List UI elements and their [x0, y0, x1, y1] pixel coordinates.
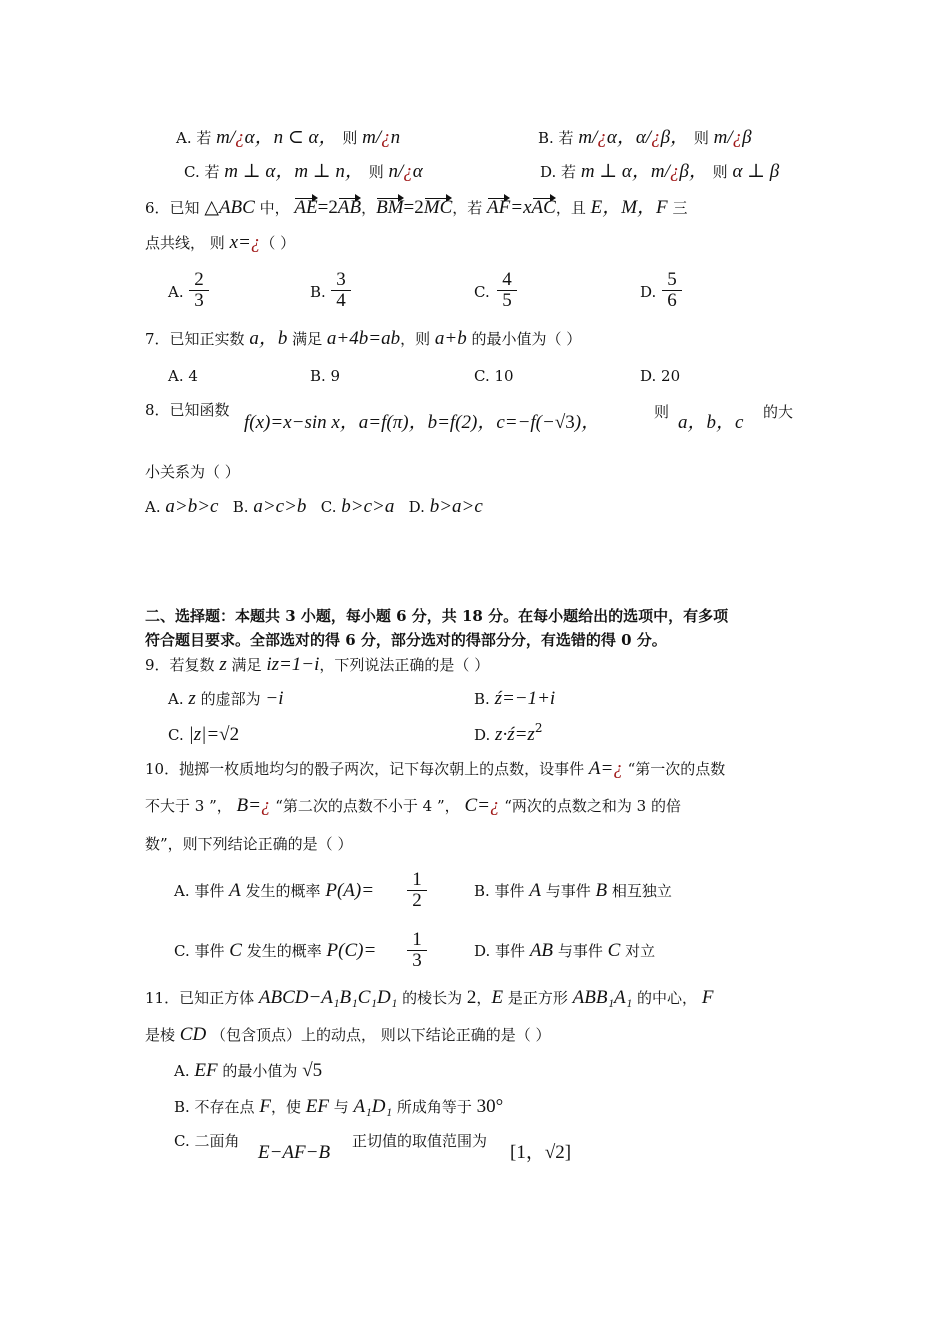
glyph-artifact: ¿	[613, 758, 623, 779]
option-label: D.	[408, 498, 425, 516]
q7-stem	[145, 329, 581, 349]
math: =2	[403, 197, 424, 218]
q11-option-c-text: 正切值的取值范围为	[352, 1132, 488, 1150]
glyph-artifact: ¿	[260, 795, 271, 816]
q5-option-d	[540, 162, 779, 182]
question-number: 6．已知	[145, 199, 200, 217]
math: m/	[216, 127, 236, 148]
math: 30°	[476, 1096, 504, 1117]
question-number: 11．已知正方体	[145, 989, 255, 1007]
math: P(A)=	[325, 880, 375, 901]
text: 是棱	[145, 1026, 176, 1044]
option-label: B. 事件	[474, 882, 525, 900]
numerator: 1	[407, 930, 427, 951]
option-label: B. 若	[538, 129, 574, 147]
math: β	[742, 127, 752, 148]
math: E	[491, 987, 504, 1008]
math: α	[412, 161, 423, 182]
glyph-artifact: ¿	[381, 127, 391, 148]
q9-option-d	[474, 721, 543, 746]
text: “两次的点数之和为 3 的倍	[504, 797, 681, 815]
triangle-symbol: △	[204, 197, 219, 218]
text: 所成角等于	[396, 1098, 472, 1116]
text: 点共线， 则	[145, 234, 225, 252]
vector-ab: AB	[337, 197, 362, 218]
math: m/	[713, 127, 733, 148]
math: F	[259, 1096, 271, 1117]
text: 中，	[259, 199, 290, 217]
math: a，b，c	[678, 412, 744, 433]
math: b>c>a	[341, 496, 395, 517]
text: ，若	[452, 199, 483, 217]
math: EF	[194, 1060, 218, 1081]
math: 2	[466, 987, 477, 1008]
q7-option-a: A. 4	[168, 367, 198, 385]
denominator: 6	[667, 290, 677, 311]
text: 发生的概率	[246, 942, 322, 960]
glyph-artifact: ¿	[403, 161, 413, 182]
q6-stem-line1	[145, 198, 687, 218]
q5-option-c	[184, 162, 423, 182]
question-number: 10．抛掷一枚质地均匀的骰子两次，记下每次朝上的点数，设事件	[145, 760, 585, 778]
q6-option-b-fraction	[331, 270, 351, 311]
option-label: B. 不存在点	[174, 1098, 255, 1116]
math: z	[188, 688, 196, 709]
text: “第一次的点数	[627, 760, 726, 778]
math: C	[229, 940, 242, 961]
option-label: C.	[168, 726, 184, 744]
q8-stem-prefix: 8．已知函数	[145, 401, 230, 419]
math: A=	[588, 758, 614, 779]
option-label: D.	[474, 726, 491, 744]
text: 对立	[625, 942, 656, 960]
text: “第二次的点数不小于 4 ”，	[275, 797, 460, 815]
math: m ⊥ α，m ⊥ n，	[224, 161, 364, 182]
q7-option-b: B. 9	[310, 367, 341, 385]
text: 与事件	[557, 942, 603, 960]
option-label: C.	[320, 498, 337, 516]
q8-stem-line2: 小关系为（ ）	[145, 463, 240, 481]
glyph-artifact: ¿	[489, 795, 500, 816]
math: C	[607, 940, 621, 961]
math: f(x)=x−sin x，a=f(π)，b=f(2)，c=−f(−	[244, 412, 555, 433]
text: 不大于 3 ”，	[145, 797, 232, 815]
math: CD	[179, 1024, 207, 1045]
text: 的虚部为	[200, 690, 261, 708]
glyph-artifact: ¿	[250, 232, 261, 253]
q10-option-d	[474, 941, 655, 961]
q10-option-c-fraction	[407, 930, 427, 971]
q9-option-a	[168, 689, 283, 709]
math: F	[701, 987, 714, 1008]
math: α，n ⊂ α，	[244, 127, 338, 148]
q11-option-a	[174, 1061, 322, 1081]
option-label: A. 事件	[174, 882, 225, 900]
option-label: A.	[145, 498, 161, 516]
math: a+b	[434, 328, 467, 349]
math: EF	[305, 1096, 329, 1117]
q10-stem-line1	[145, 759, 725, 779]
text: 则	[693, 129, 709, 147]
vector-mc: MC	[423, 197, 453, 218]
answer-paren: （ ）	[260, 234, 296, 252]
q10-option-c	[174, 941, 376, 961]
math: −i	[265, 688, 284, 709]
option-label: B.	[232, 498, 249, 516]
math: α ⊥ β	[732, 161, 780, 182]
text: 则	[712, 163, 728, 181]
q11-option-c-range	[510, 1143, 571, 1163]
math: iz=1−i	[266, 654, 320, 675]
denominator: 4	[336, 290, 346, 311]
math: )，	[574, 412, 601, 433]
text: ，	[476, 989, 492, 1007]
text: ，则	[400, 330, 431, 348]
math: ABC	[218, 197, 255, 218]
numerator: 1	[407, 870, 427, 891]
text: 则	[654, 403, 670, 421]
q8-options	[145, 497, 483, 517]
option-label: C. 事件	[174, 942, 225, 960]
numerator: 5	[662, 270, 682, 291]
q6-option-c-label: C.	[474, 283, 490, 301]
math: m/	[362, 127, 382, 148]
q8-vars	[678, 413, 743, 433]
math: A₁D₁	[353, 1096, 393, 1117]
glyph-artifact: ¿	[732, 127, 743, 148]
math: E，M，F	[590, 197, 668, 218]
math: β，	[679, 161, 708, 182]
numerator: 3	[331, 270, 351, 291]
text: 满足	[292, 330, 323, 348]
math: B	[595, 880, 608, 901]
math: α，α/	[606, 127, 652, 148]
denominator: 3	[412, 950, 422, 971]
answer-paren: ，下列说法正确的是（ ）	[319, 656, 490, 674]
math: m/	[578, 127, 598, 148]
q11-option-b	[174, 1097, 503, 1117]
math: ABCD−A₁B₁C₁D₁	[258, 987, 398, 1008]
math: E−AF−B	[258, 1142, 331, 1163]
math: AB	[529, 940, 554, 961]
text: 与	[333, 1098, 349, 1116]
answer-paren: 的最小值为（ ）	[471, 330, 582, 348]
math: z·ź=z	[495, 724, 535, 745]
glyph-artifact: ¿	[651, 127, 661, 148]
text: 相互独立	[611, 882, 672, 900]
math: ź=−1+i	[494, 688, 556, 709]
question-number: 7．已知正实数	[145, 330, 245, 348]
math-root: √5	[302, 1060, 323, 1081]
numerator: 4	[497, 270, 517, 291]
math: β，	[660, 127, 690, 148]
text: 是正方形	[507, 989, 568, 1007]
text: 满足	[231, 656, 262, 674]
section-header-line1: 二、选择题：本题共 3 小题，每小题 6 分，共 18 分。在每小题给出的选项中，有多项	[145, 607, 729, 625]
text: 与事件	[545, 882, 591, 900]
vector-ae: AE	[294, 197, 318, 218]
q11-stem-line2	[145, 1025, 551, 1045]
text: 则	[368, 163, 384, 181]
q9-option-c	[168, 725, 239, 745]
vector-bm: BM	[376, 197, 404, 218]
question-number: 9．若复数	[145, 656, 215, 674]
q11-stem-line1	[145, 988, 713, 1008]
math: C=	[464, 795, 490, 816]
option-label: B.	[474, 690, 490, 708]
option-label: C. 若	[184, 163, 220, 181]
q9-stem	[145, 655, 489, 675]
q6-option-c-fraction	[497, 270, 517, 311]
option-label: A.	[168, 690, 184, 708]
q7-option-d: D. 20	[640, 367, 681, 385]
math: ABB₁A₁	[572, 987, 633, 1008]
text: 的中心，	[637, 989, 698, 1007]
q10-option-a	[174, 881, 374, 901]
math: a，b	[249, 328, 288, 349]
math-root: √2	[544, 1142, 565, 1163]
text: 的棱长为	[402, 989, 463, 1007]
math-root: √3	[554, 412, 575, 433]
q6-option-a-label: A.	[168, 283, 184, 301]
glyph-artifact: ¿	[669, 161, 680, 182]
q10-stem-line3: 数”，则下列结论正确的是（ ）	[145, 835, 353, 853]
option-label: D. 若	[540, 163, 577, 181]
q10-stem-line2	[145, 796, 681, 816]
glyph-artifact: ¿	[235, 127, 245, 148]
q6-stem-line2	[145, 233, 295, 253]
option-label: A.	[174, 1062, 190, 1080]
q8-function-expression	[244, 413, 600, 433]
vector-ac: AC	[531, 197, 556, 218]
math: A	[529, 880, 541, 901]
q10-option-a-fraction	[407, 870, 427, 911]
math: n	[390, 127, 401, 148]
math: [1，	[510, 1142, 545, 1163]
q7-option-c: C. 10	[474, 367, 514, 385]
q6-option-b-label: B.	[310, 283, 326, 301]
math: m ⊥ α，m/	[580, 161, 670, 182]
option-label: A. 若	[176, 129, 212, 147]
math: a>b>c	[165, 496, 219, 517]
text: 则	[342, 129, 358, 147]
math: B=	[236, 795, 261, 816]
text: 发生的概率	[245, 882, 321, 900]
math: a+4b=ab	[326, 328, 401, 349]
text: ，使	[270, 1098, 301, 1116]
math: z	[219, 654, 227, 675]
q5-option-a	[176, 128, 400, 148]
denominator: 5	[502, 290, 512, 311]
math: b>a>c	[429, 496, 483, 517]
q10-option-b	[474, 881, 672, 901]
math: n/	[388, 161, 404, 182]
text: 的最小值为	[222, 1062, 298, 1080]
option-label: C. 二面角	[174, 1132, 240, 1150]
answer-paren: （包含顶点）上的动点， 则以下结论正确的是（ ）	[210, 1026, 551, 1044]
math: ]	[564, 1142, 572, 1163]
text: ，且	[555, 199, 586, 217]
math: a>c>b	[253, 496, 307, 517]
math: |z|=	[188, 724, 220, 745]
section-header-line2: 符合题目要求。全部选对的得 6 分，部分选对的得部分分，有选错的得 0 分。	[145, 631, 667, 649]
text: 三	[672, 199, 688, 217]
q11-option-c-label	[174, 1131, 239, 1151]
numerator: 2	[189, 270, 209, 291]
q6-option-d-label: D.	[640, 283, 657, 301]
q11-option-c-expr	[258, 1143, 330, 1163]
option-label: D. 事件	[474, 942, 526, 960]
math: =x	[510, 197, 532, 218]
glyph-artifact: ¿	[597, 127, 607, 148]
text: 的大	[763, 403, 794, 421]
superscript: 2	[534, 721, 543, 735]
math: A	[229, 880, 241, 901]
q6-option-d-fraction	[662, 270, 682, 311]
math: x=	[229, 232, 251, 253]
denominator: 2	[412, 890, 422, 911]
text: ，	[361, 199, 377, 217]
vector-af: AF	[487, 197, 511, 218]
math: =2	[317, 197, 338, 218]
math-root: √2	[219, 724, 240, 745]
q9-option-b	[474, 689, 555, 709]
q5-option-b	[538, 128, 752, 148]
q6-option-a-fraction	[189, 270, 209, 311]
denominator: 3	[194, 290, 204, 311]
math: P(C)=	[326, 940, 377, 961]
